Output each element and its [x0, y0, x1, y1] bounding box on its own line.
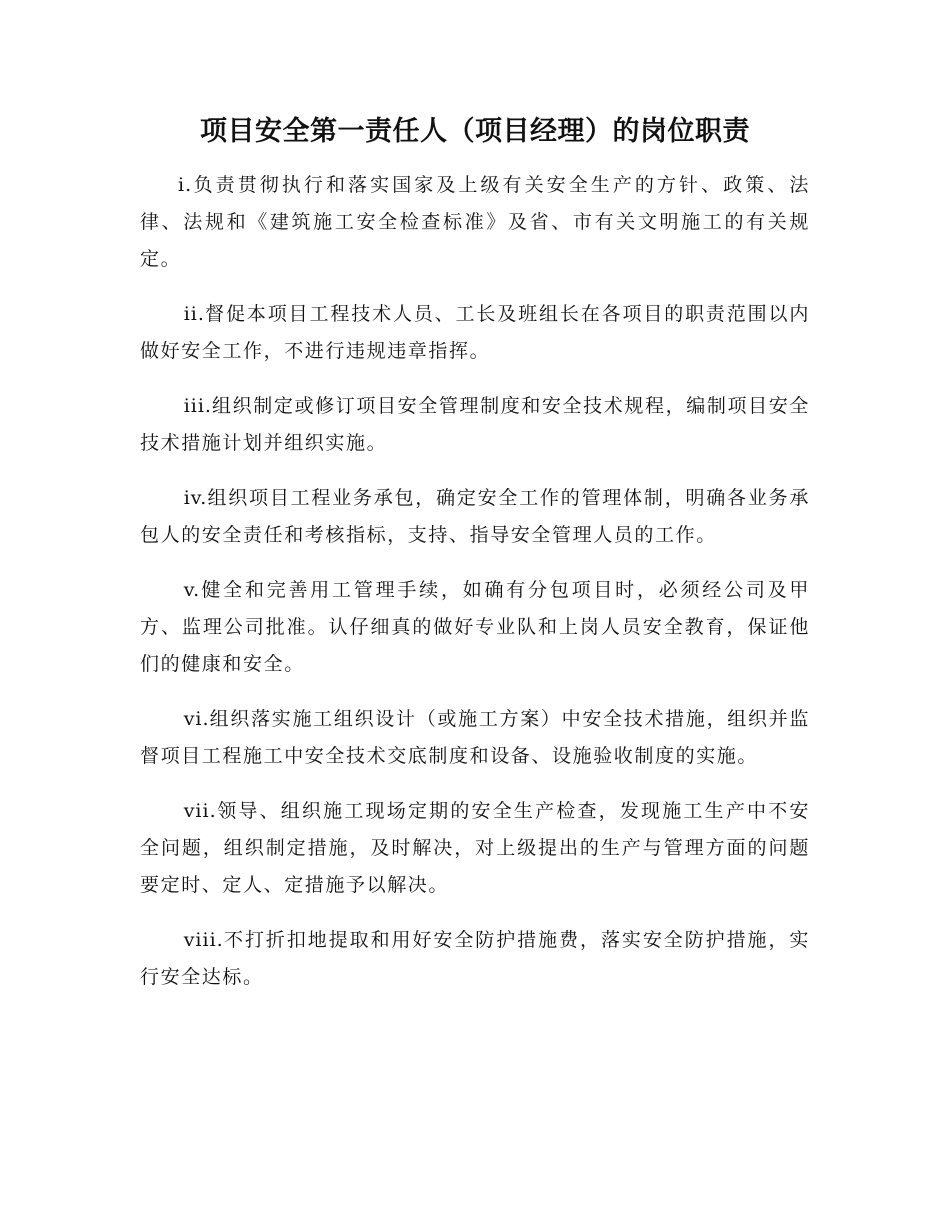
paragraph-number: iv.: [183, 487, 208, 509]
paragraph-text: 领导、组织施工现场定期的安全生产检查，发现施工生产中不安全问题，组织制定措施，及时解决，对上级提出的生产与管理方面的问题要定时、定人、定措施予以解决。: [140, 800, 810, 896]
paragraph-text: 组织项目工程业务承包，确定安全工作的管理体制，明确各业务承包人的安全责任和考核指标，支持、指导安全管理人员的工作。: [140, 487, 810, 546]
paragraph-number: viii.: [183, 929, 224, 951]
paragraph-text: 组织落实施工组织设计（或施工方案）中安全技术措施，组织并监督项目工程施工中安全技术交底制度和设备、设施验收制度的实施。: [140, 708, 810, 767]
paragraph-8: [140, 922, 810, 996]
paragraph-number: iii.: [183, 395, 212, 417]
paragraph-number: vii.: [183, 800, 217, 822]
paragraph-7: [140, 793, 810, 904]
paragraph-text: 督促本项目工程技术人员、工长及班组长在各项目的职责范围以内做好安全工作，不进行违规违章指挥。: [140, 303, 810, 362]
paragraph-5: [140, 572, 810, 683]
paragraph-text: 负责贯彻执行和落实国家及上级有关安全生产的方针、政策、法律、法规和《建筑施工安全检查标准》及省、市有关文明施工的有关规定。: [140, 174, 810, 270]
paragraph-3: [140, 388, 810, 462]
paragraph-4: [140, 480, 810, 554]
paragraph-6: [140, 701, 810, 775]
paragraph-text: 不打折扣地提取和用好安全防护措施费，落实安全防护措施，实行安全达标。: [140, 929, 810, 988]
paragraph-number: i.: [178, 174, 193, 196]
paragraph-number: v.: [183, 579, 201, 601]
document-body: [140, 167, 810, 1014]
paragraph-text: 组织制定或修订项目安全管理制度和安全技术规程，编制项目安全技术措施计划并组织实施。: [140, 395, 810, 454]
paragraph-1: [140, 167, 810, 278]
paragraph-text: 健全和完善用工管理手续，如确有分包项目时，必须经公司及甲方、监理公司批准。认仔细真的做好专业队和上岗人员安全教育，保证他们的健康和安全。: [140, 579, 810, 675]
paragraph-number: ii.: [183, 303, 205, 325]
paragraph-2: [140, 296, 810, 370]
paragraph-number: vi.: [183, 708, 210, 730]
document-title: 项目安全第一责任人（项目经理）的岗位职责: [200, 116, 750, 147]
